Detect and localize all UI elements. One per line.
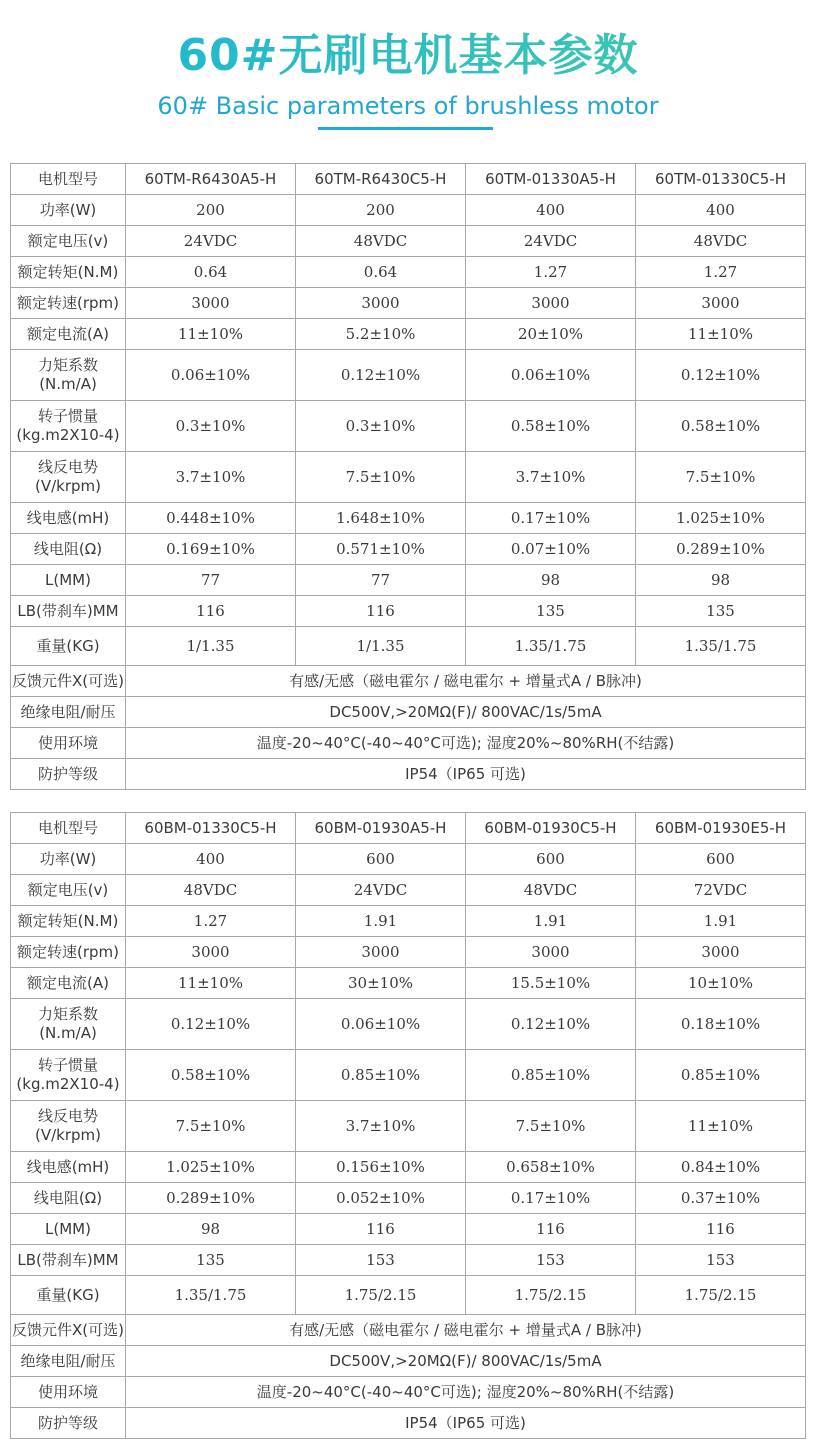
value-cell: 5.2±10%	[296, 319, 466, 350]
row-label	[11, 999, 126, 1050]
table-row	[11, 697, 806, 728]
spec-table-1	[10, 163, 806, 790]
value-cell: 0.12±10%	[126, 999, 296, 1050]
table-row	[11, 1101, 806, 1152]
value-cell: 0.84±10%	[636, 1152, 806, 1183]
merged-value-cell: 温度-20~40°C(-40~40°C可选); 湿度20%~80%RH(不结露)	[126, 1377, 806, 1408]
value-cell: 1.75/2.15	[636, 1276, 806, 1315]
model-cell: 60TM-01330C5-H	[636, 164, 806, 195]
value-cell: 1.35/1.75	[126, 1276, 296, 1315]
table-row	[11, 401, 806, 452]
table-row	[11, 503, 806, 534]
value-cell: 1.27	[126, 906, 296, 937]
value-cell: 0.58±10%	[636, 401, 806, 452]
table-row	[11, 452, 806, 503]
value-cell: 116	[296, 1214, 466, 1245]
table-row	[11, 257, 806, 288]
value-cell: 0.18±10%	[636, 999, 806, 1050]
row-label: L(MM)	[11, 565, 126, 596]
row-label: 额定转速(rpm)	[11, 288, 126, 319]
table-row	[11, 759, 806, 790]
value-cell: 0.07±10%	[466, 534, 636, 565]
model-cell: 60TM-01330A5-H	[466, 164, 636, 195]
value-cell: 7.5±10%	[126, 1101, 296, 1152]
value-cell: 116	[466, 1214, 636, 1245]
row-label: 线电感(mH)	[11, 1152, 126, 1183]
model-cell: 60TM-R6430A5-H	[126, 164, 296, 195]
spec-table-body	[11, 813, 806, 1439]
row-label-line: (V/krpm)	[34, 1126, 101, 1144]
value-cell: 153	[636, 1245, 806, 1276]
value-cell: 0.3±10%	[126, 401, 296, 452]
value-cell: 1.35/1.75	[466, 627, 636, 666]
value-cell: 0.448±10%	[126, 503, 296, 534]
value-cell: 0.58±10%	[466, 401, 636, 452]
value-cell: 7.5±10%	[636, 452, 806, 503]
table-row	[11, 968, 806, 999]
merged-value-cell: 有感/无感（磁电霍尔 / 磁电霍尔 + 增量式A / B脉冲)	[126, 1315, 806, 1346]
value-cell: 24VDC	[296, 875, 466, 906]
value-cell: 98	[126, 1214, 296, 1245]
page-subtitle: 60# Basic parameters of brushless motor	[157, 92, 659, 120]
merged-value-cell: DC500V,>20MΩ(F)/ 800VAC/1s/5mA	[126, 697, 806, 728]
value-cell: 1.025±10%	[636, 503, 806, 534]
page-header	[0, 0, 816, 160]
merged-value-cell: DC500V,>20MΩ(F)/ 800VAC/1s/5mA	[126, 1346, 806, 1377]
model-cell: 60BM-01930C5-H	[466, 813, 636, 844]
value-cell: 3000	[636, 288, 806, 319]
row-label: LB(带刹车)MM	[11, 1245, 126, 1276]
model-cell: 60TM-R6430C5-H	[296, 164, 466, 195]
value-cell: 0.58±10%	[126, 1050, 296, 1101]
value-cell: 400	[466, 195, 636, 226]
row-label-line: 转子惯量	[37, 407, 98, 426]
value-cell: 135	[126, 1245, 296, 1276]
value-cell: 0.571±10%	[296, 534, 466, 565]
value-cell: 400	[636, 195, 806, 226]
table-row	[11, 875, 806, 906]
value-cell: 0.156±10%	[296, 1152, 466, 1183]
value-cell: 0.052±10%	[296, 1183, 466, 1214]
value-cell: 0.85±10%	[466, 1050, 636, 1101]
value-cell: 116	[296, 596, 466, 627]
row-label: 额定电压(v)	[11, 875, 126, 906]
model-cell: 60BM-01930E5-H	[636, 813, 806, 844]
row-label	[11, 401, 126, 452]
value-cell: 3000	[296, 937, 466, 968]
value-cell: 1.025±10%	[126, 1152, 296, 1183]
value-cell: 11±10%	[126, 319, 296, 350]
table-row	[11, 534, 806, 565]
row-label: 额定电流(A)	[11, 968, 126, 999]
row-label-line: 力矩系数	[37, 356, 98, 375]
row-label: 反馈元件X(可选)	[11, 666, 126, 697]
value-cell: 0.3±10%	[296, 401, 466, 452]
row-label: L(MM)	[11, 1214, 126, 1245]
value-cell: 153	[466, 1245, 636, 1276]
table-row	[11, 999, 806, 1050]
value-cell: 3.7±10%	[466, 452, 636, 503]
value-cell: 77	[126, 565, 296, 596]
table-row	[11, 350, 806, 401]
table-row	[11, 1346, 806, 1377]
table-row	[11, 1245, 806, 1276]
table-row	[11, 195, 806, 226]
value-cell: 3000	[126, 288, 296, 319]
value-cell: 1/1.35	[296, 627, 466, 666]
value-cell: 135	[466, 596, 636, 627]
value-cell: 0.85±10%	[636, 1050, 806, 1101]
row-label: 使用环境	[11, 728, 126, 759]
value-cell: 200	[296, 195, 466, 226]
value-cell: 0.85±10%	[296, 1050, 466, 1101]
table-row	[11, 1276, 806, 1315]
value-cell: 0.06±10%	[126, 350, 296, 401]
value-cell: 48VDC	[126, 875, 296, 906]
row-label: 线电感(mH)	[11, 503, 126, 534]
table-row	[11, 844, 806, 875]
table-row	[11, 813, 806, 844]
table-row	[11, 1050, 806, 1101]
value-cell: 116	[636, 1214, 806, 1245]
row-label: 功率(W)	[11, 844, 126, 875]
value-cell: 10±10%	[636, 968, 806, 999]
value-cell: 7.5±10%	[296, 452, 466, 503]
value-cell: 1.91	[636, 906, 806, 937]
value-cell: 1.91	[296, 906, 466, 937]
value-cell: 24VDC	[466, 226, 636, 257]
table-row	[11, 1214, 806, 1245]
table-row	[11, 1408, 806, 1439]
merged-value-cell: IP54（IP65 可选)	[126, 1408, 806, 1439]
row-label-line: (kg.m2X10-4)	[16, 1075, 120, 1093]
value-cell: 0.169±10%	[126, 534, 296, 565]
value-cell: 135	[636, 596, 806, 627]
value-cell: 600	[296, 844, 466, 875]
row-label: 防护等级	[11, 1408, 126, 1439]
value-cell: 77	[296, 565, 466, 596]
value-cell: 0.37±10%	[636, 1183, 806, 1214]
value-cell: 400	[126, 844, 296, 875]
row-label: 功率(W)	[11, 195, 126, 226]
row-label: 额定电流(A)	[11, 319, 126, 350]
value-cell: 0.06±10%	[466, 350, 636, 401]
value-cell: 0.658±10%	[466, 1152, 636, 1183]
value-cell: 3000	[126, 937, 296, 968]
row-label: 重量(KG)	[11, 627, 126, 666]
row-label: 电机型号	[11, 813, 126, 844]
value-cell: 0.17±10%	[466, 503, 636, 534]
title-underline	[318, 127, 493, 130]
table-row	[11, 1152, 806, 1183]
table-row	[11, 1315, 806, 1346]
value-cell: 600	[636, 844, 806, 875]
value-cell: 1.75/2.15	[296, 1276, 466, 1315]
value-cell: 24VDC	[126, 226, 296, 257]
value-cell: 98	[466, 565, 636, 596]
table-row	[11, 1377, 806, 1408]
value-cell: 30±10%	[296, 968, 466, 999]
value-cell: 11±10%	[126, 968, 296, 999]
value-cell: 0.289±10%	[126, 1183, 296, 1214]
row-label-line: 线反电势	[37, 1107, 98, 1126]
merged-value-cell: IP54（IP65 可选)	[126, 759, 806, 790]
row-label-line: (V/krpm)	[34, 477, 101, 495]
value-cell: 3000	[636, 937, 806, 968]
row-label	[11, 350, 126, 401]
table-row	[11, 164, 806, 195]
row-label: 重量(KG)	[11, 1276, 126, 1315]
value-cell: 0.12±10%	[296, 350, 466, 401]
value-cell: 116	[126, 596, 296, 627]
row-label	[11, 1101, 126, 1152]
row-label	[11, 452, 126, 503]
spec-table-body	[11, 164, 806, 790]
row-label-line: (kg.m2X10-4)	[16, 426, 120, 444]
row-label-line: 力矩系数	[37, 1005, 98, 1024]
value-cell: 1.27	[466, 257, 636, 288]
row-label: 额定电压(v)	[11, 226, 126, 257]
merged-value-cell: 温度-20~40°C(-40~40°C可选); 湿度20%~80%RH(不结露)	[126, 728, 806, 759]
value-cell: 1.648±10%	[296, 503, 466, 534]
value-cell: 0.64	[296, 257, 466, 288]
value-cell: 11±10%	[636, 319, 806, 350]
table-row	[11, 627, 806, 666]
row-label: 额定转矩(N.M)	[11, 906, 126, 937]
value-cell: 0.12±10%	[466, 999, 636, 1050]
row-label: 反馈元件X(可选)	[11, 1315, 126, 1346]
value-cell: 11±10%	[636, 1101, 806, 1152]
value-cell: 1.91	[466, 906, 636, 937]
value-cell: 0.289±10%	[636, 534, 806, 565]
value-cell: 0.06±10%	[296, 999, 466, 1050]
row-label: LB(带刹车)MM	[11, 596, 126, 627]
value-cell: 1.35/1.75	[636, 627, 806, 666]
row-label: 额定转矩(N.M)	[11, 257, 126, 288]
value-cell: 72VDC	[636, 875, 806, 906]
merged-value-cell: 有感/无感（磁电霍尔 / 磁电霍尔 + 增量式A / B脉冲)	[126, 666, 806, 697]
model-cell: 60BM-01930A5-H	[296, 813, 466, 844]
row-label: 线电阻(Ω)	[11, 534, 126, 565]
row-label-line: 转子惯量	[37, 1056, 98, 1075]
value-cell: 0.64	[126, 257, 296, 288]
row-label: 防护等级	[11, 759, 126, 790]
table-row	[11, 596, 806, 627]
value-cell: 1.75/2.15	[466, 1276, 636, 1315]
value-cell: 15.5±10%	[466, 968, 636, 999]
value-cell: 600	[466, 844, 636, 875]
value-cell: 3000	[466, 937, 636, 968]
value-cell: 0.17±10%	[466, 1183, 636, 1214]
row-label: 绝缘电阻/耐压	[11, 1346, 126, 1377]
value-cell: 1/1.35	[126, 627, 296, 666]
page-title: 60#无刷电机基本参数	[0, 32, 816, 80]
value-cell: 1.27	[636, 257, 806, 288]
value-cell: 48VDC	[296, 226, 466, 257]
table-row	[11, 666, 806, 697]
value-cell: 20±10%	[466, 319, 636, 350]
value-cell: 0.12±10%	[636, 350, 806, 401]
table-row	[11, 565, 806, 596]
row-label: 使用环境	[11, 1377, 126, 1408]
value-cell: 3.7±10%	[296, 1101, 466, 1152]
table-row	[11, 226, 806, 257]
table-row	[11, 1183, 806, 1214]
table-row	[11, 937, 806, 968]
row-label-line: 线反电势	[37, 458, 98, 477]
row-label-line: (N.m/A)	[39, 375, 97, 393]
value-cell: 3000	[296, 288, 466, 319]
spec-table-2	[10, 812, 806, 1439]
value-cell: 48VDC	[636, 226, 806, 257]
row-label: 额定转速(rpm)	[11, 937, 126, 968]
row-label: 电机型号	[11, 164, 126, 195]
value-cell: 200	[126, 195, 296, 226]
value-cell: 48VDC	[466, 875, 636, 906]
row-label: 线电阻(Ω)	[11, 1183, 126, 1214]
row-label	[11, 1050, 126, 1101]
table-row	[11, 906, 806, 937]
row-label-line: (N.m/A)	[39, 1024, 97, 1042]
value-cell: 3.7±10%	[126, 452, 296, 503]
value-cell: 7.5±10%	[466, 1101, 636, 1152]
row-label: 绝缘电阻/耐压	[11, 697, 126, 728]
table-row	[11, 319, 806, 350]
table-row	[11, 288, 806, 319]
value-cell: 153	[296, 1245, 466, 1276]
value-cell: 98	[636, 565, 806, 596]
model-cell: 60BM-01330C5-H	[126, 813, 296, 844]
table-row	[11, 728, 806, 759]
value-cell: 3000	[466, 288, 636, 319]
